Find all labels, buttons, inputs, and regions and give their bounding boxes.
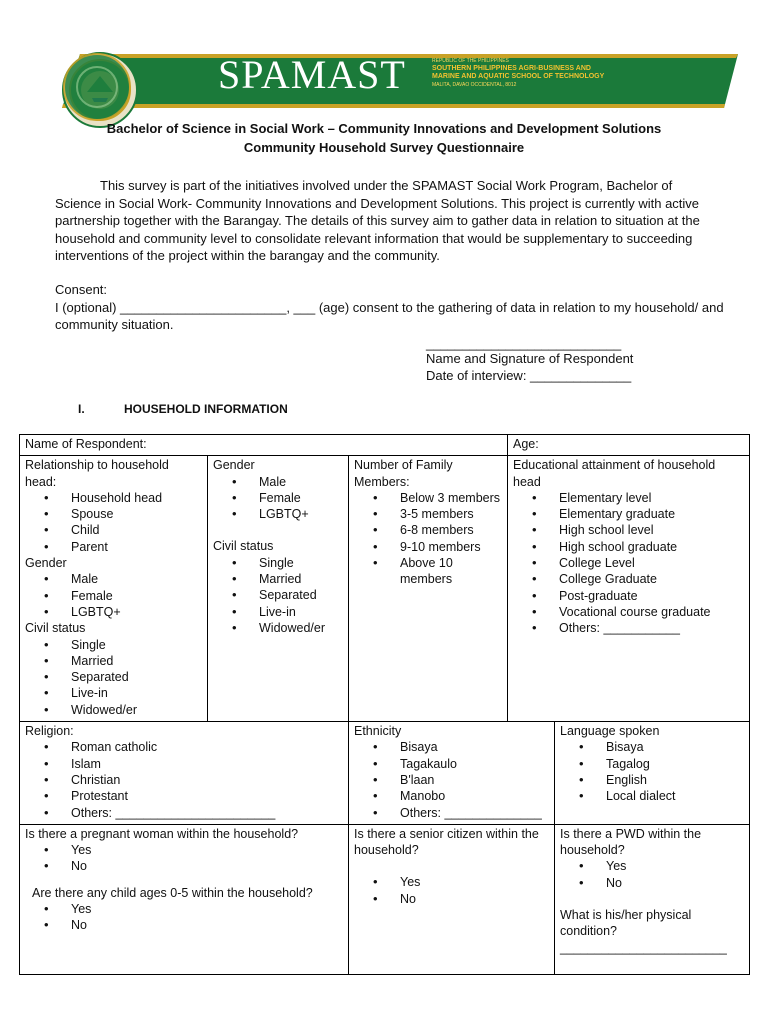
option-above-10[interactable]: • Above 10 members xyxy=(400,555,502,588)
option-3-5[interactable]: • 3-5 members xyxy=(400,506,502,522)
intro-paragraph xyxy=(55,177,720,265)
intro-text: This survey is part of the initiatives involved under the SPAMAST Social Work Program, Bachelor of Science in Social Work- Community Innovations and Development Solutions. This project is currently with active partnership together with the Barangay. The details of this survey aim to gather data in relation to situation at the household and community level to consolidate relevant information that would be supplementary to succeeding interventions of the project within the barangay and the community. xyxy=(55,178,700,263)
option-married[interactable]: • Married xyxy=(259,571,343,587)
option-male[interactable]: • Male xyxy=(71,571,202,587)
option-below-3[interactable]: • Below 3 members xyxy=(400,490,502,506)
senior-options xyxy=(354,874,549,907)
option-bisaya[interactable]: • Bisaya xyxy=(400,739,549,755)
option-roman-catholic[interactable]: • Roman catholic xyxy=(71,739,343,755)
option-lgbtq[interactable]: • LGBTQ+ xyxy=(71,604,202,620)
option-lang-local-dialect[interactable]: • Local dialect xyxy=(606,788,744,804)
education-cell xyxy=(508,456,750,722)
school-name-line2: MARINE AND AQUATIC SCHOOL OF TECHNOLOGY xyxy=(432,73,605,80)
head-gender-civil-cell xyxy=(208,456,349,722)
option-religion-others[interactable]: • Others: _______________________ xyxy=(71,805,343,821)
education-options xyxy=(513,490,744,637)
document-subtitle: Community Household Survey Questionnaire xyxy=(243,140,525,155)
table-row xyxy=(20,722,750,825)
option-female[interactable]: • Female xyxy=(71,588,202,604)
option-lgbtq[interactable]: • LGBTQ+ xyxy=(259,506,343,522)
religion-cell xyxy=(20,722,349,825)
school-name-block xyxy=(432,57,662,89)
pwd-options xyxy=(560,858,744,891)
consent-label: Consent: xyxy=(55,282,108,297)
option-christian[interactable]: • Christian xyxy=(71,772,343,788)
option-6-8[interactable]: • 6-8 members xyxy=(400,522,502,538)
option-post-graduate[interactable]: • Post-graduate xyxy=(559,588,744,604)
table-row xyxy=(20,824,750,974)
option-lang-bisaya[interactable]: • Bisaya xyxy=(606,739,744,755)
option-child[interactable]: • Child xyxy=(71,522,202,538)
ethnicity-cell xyxy=(349,722,555,825)
education-title: Educational attainment of household head xyxy=(513,458,716,489)
option-lang-english[interactable]: • English xyxy=(606,772,744,788)
section-heading xyxy=(78,402,288,416)
family-members-cell xyxy=(349,456,508,722)
consent-line: I (optional) _______________________, ___ (age) consent to the gathering of data in relation to my household/ and xyxy=(55,300,724,315)
option-blaan[interactable]: • B'laan xyxy=(400,772,549,788)
physical-condition-field[interactable]: ________________________ xyxy=(560,940,727,955)
section-title: HOUSEHOLD INFORMATION xyxy=(124,402,288,416)
option-no[interactable]: • No xyxy=(71,858,343,874)
gender-options xyxy=(213,474,343,523)
option-live-in[interactable]: • Live-in xyxy=(259,604,343,620)
relationship-options xyxy=(25,490,202,555)
option-education-others[interactable]: • Others: ___________ xyxy=(559,620,744,636)
school-address: MALITA, DAVAO OCCIDENTAL, 8012 xyxy=(432,82,517,88)
pwd-question: Is there a PWD within the household? xyxy=(560,826,702,858)
table-row xyxy=(20,435,750,456)
pregnant-options xyxy=(25,842,343,875)
table-row xyxy=(20,456,750,722)
respondent-name-cell[interactable] xyxy=(20,435,508,456)
republic-label: REPUBLIC OF THE PHILIPPINES xyxy=(432,58,509,64)
document-title: Bachelor of Science in Social Work – Community Innovations and Development Solutions xyxy=(106,121,662,136)
option-yes[interactable]: • Yes xyxy=(606,858,744,874)
civil-status-options xyxy=(25,637,202,718)
relationship-cell xyxy=(20,456,208,722)
interview-date-field: Date of interview: ______________ xyxy=(426,368,632,383)
option-no[interactable]: • No xyxy=(71,917,343,933)
option-separated[interactable]: • Separated xyxy=(71,669,202,685)
option-elementary-level[interactable]: • Elementary level xyxy=(559,490,744,506)
ethnicity-title: Ethnicity xyxy=(354,724,402,739)
senior-question: Is there a senior citizen within the household? xyxy=(354,826,539,858)
gender-options xyxy=(25,571,202,620)
option-widowed[interactable]: • Widowed/er xyxy=(259,620,343,636)
respondent-name-label: Name of Respondent: xyxy=(25,437,147,451)
civil-status-title: Civil status xyxy=(213,539,274,554)
consent-line-cont: community situation. xyxy=(55,317,174,332)
language-title: Language spoken xyxy=(560,724,660,739)
religion-options xyxy=(25,739,343,820)
physical-condition-question: What is his/her physical condition? xyxy=(560,908,692,939)
civil-status-options xyxy=(213,555,343,636)
option-islam[interactable]: • Islam xyxy=(71,756,343,772)
option-high-school-graduate[interactable]: • High school graduate xyxy=(559,539,744,555)
pwd-cell xyxy=(555,824,750,974)
option-elementary-graduate[interactable]: • Elementary graduate xyxy=(559,506,744,522)
option-live-in[interactable]: • Live-in xyxy=(71,685,202,701)
relationship-title: Relationship to household head: xyxy=(25,458,169,489)
option-yes[interactable]: • Yes xyxy=(71,901,343,917)
option-vocational-graduate[interactable]: • Vocational course graduate xyxy=(559,604,744,620)
respondent-age-cell[interactable] xyxy=(508,435,750,456)
option-tagakaulo[interactable]: • Tagakaulo xyxy=(400,756,549,772)
option-household-head[interactable]: • Household head xyxy=(71,490,202,506)
option-college-graduate[interactable]: • College Graduate xyxy=(559,571,744,587)
household-info-table xyxy=(19,434,750,975)
option-widowed[interactable]: • Widowed/er xyxy=(71,702,202,718)
option-manobo[interactable]: • Manobo xyxy=(400,788,549,804)
school-name-line1: SOUTHERN PHILIPPINES AGRI-BUSINESS AND xyxy=(432,65,591,72)
option-no[interactable]: • No xyxy=(400,891,549,907)
child-options xyxy=(25,901,343,934)
language-cell xyxy=(555,722,750,825)
section-number: I. xyxy=(78,402,85,416)
gender-title: Gender xyxy=(25,556,67,571)
option-single[interactable]: • Single xyxy=(259,555,343,571)
respondent-age-label: Age: xyxy=(513,437,539,451)
option-yes[interactable]: • Yes xyxy=(400,874,549,890)
senior-cell xyxy=(349,824,555,974)
option-lang-tagalog[interactable]: • Tagalog xyxy=(606,756,744,772)
option-male[interactable]: • Male xyxy=(259,474,343,490)
option-ethnicity-others[interactable]: • Others: ______________ xyxy=(400,805,549,821)
option-spouse[interactable]: • Spouse xyxy=(71,506,202,522)
pregnant-question: Is there a pregnant woman within the household? xyxy=(25,826,299,841)
gender-title: Gender xyxy=(213,458,255,473)
option-parent[interactable]: • Parent xyxy=(71,539,202,555)
ethnicity-options xyxy=(354,739,549,820)
signature-line: ___________________________ xyxy=(426,336,622,351)
option-no[interactable]: • No xyxy=(606,875,744,891)
family-members-options xyxy=(354,490,502,588)
option-single[interactable]: • Single xyxy=(71,637,202,653)
child-question: Are there any child ages 0-5 within the household? xyxy=(32,885,313,900)
option-high-school-level[interactable]: • High school level xyxy=(559,522,744,538)
family-members-title: Number of Family Members: xyxy=(354,458,453,489)
pregnant-child-cell xyxy=(20,824,349,974)
signature-label: Name and Signature of Respondent xyxy=(426,351,634,366)
option-yes[interactable]: • Yes xyxy=(71,842,343,858)
option-female[interactable]: • Female xyxy=(259,490,343,506)
option-married[interactable]: • Married xyxy=(71,653,202,669)
religion-title: Religion: xyxy=(25,724,74,739)
language-options xyxy=(560,739,744,804)
option-separated[interactable]: • Separated xyxy=(259,587,343,603)
header-banner xyxy=(62,52,738,110)
option-protestant[interactable]: • Protestant xyxy=(71,788,343,804)
secondary-seal-icon xyxy=(62,52,132,122)
option-college-level[interactable]: • College Level xyxy=(559,555,744,571)
option-9-10[interactable]: • 9-10 members xyxy=(400,539,502,555)
civil-status-title: Civil status xyxy=(25,621,86,636)
brand-name: SPAMAST xyxy=(218,52,406,97)
